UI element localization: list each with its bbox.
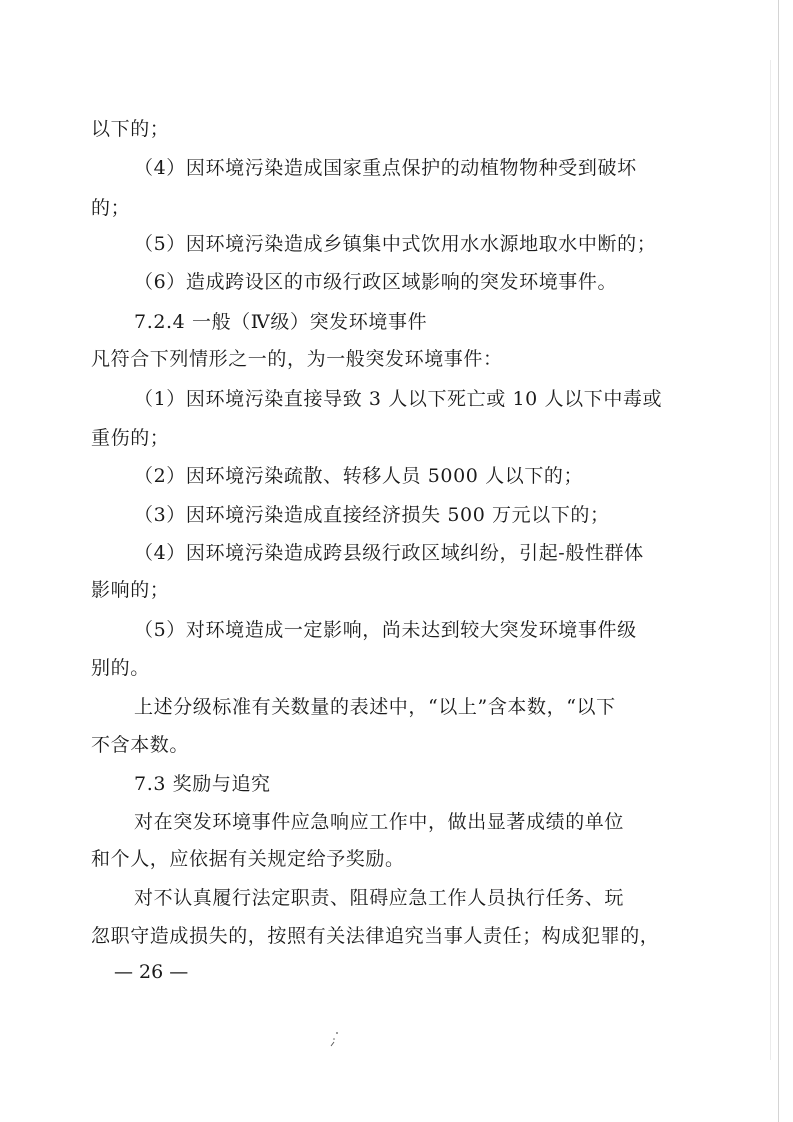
scan-edge-line-faint [770, 60, 771, 1060]
text-line-17: 不含本数。 [91, 734, 190, 756]
text-line-8: （1）因环境污染直接导致 3 人以下死亡或 10 人以下中毒或 [134, 388, 663, 410]
section-heading-7-2-4: 7.2.4 一般（Ⅳ级）突发环境事件 [134, 311, 428, 333]
text-line-13: 影响的； [91, 579, 170, 601]
text-line-1: 以下的； [91, 118, 170, 140]
text-line-10: （2）因环境污染疏散、转移人员 5000 人以下的； [134, 465, 584, 487]
text-line-15: 别的。 [91, 657, 150, 679]
scan-speck-mark [328, 1030, 342, 1048]
text-line-11: （3）因环境污染造成直接经济损失 500 万元以下的； [134, 504, 610, 526]
text-line-5: （6）造成跨设区的市级行政区域影响的突发环境事件。 [134, 271, 618, 293]
text-line-4: （5）因环境污染造成乡镇集中式饮用水水源地取水中断的； [134, 233, 657, 255]
text-line-3: 的； [91, 197, 131, 219]
page-number: — 26 — [114, 961, 189, 983]
section-heading-7-3: 7.3 奖励与追究 [134, 773, 271, 795]
text-line-22: 忽职守造成损失的，按照有关法律追究当事人责任；构成犯罪的， [91, 925, 660, 947]
text-line-2: （4）因环境污染造成国家重点保护的动植物物种受到破坏 [134, 157, 637, 179]
text-line-12: （4）因环境污染造成跨县级行政区域纠纷，引起-般性群体 [134, 542, 644, 564]
text-line-21: 对不认真履行法定职责、阻碍应急工作人员执行任务、玩 [134, 887, 625, 909]
text-line-7: 凡符合下列情形之一的，为一般突发环境事件： [91, 348, 503, 370]
text-line-20: 和个人，应依据有关规定给予奖励。 [91, 848, 405, 870]
scan-edge-line [778, 0, 779, 1122]
text-line-14: （5）对环境造成一定影响，尚未达到较大突发环境事件级 [134, 619, 637, 641]
text-line-16: 上述分级标准有关数量的表述中，“以上”含本数，“以下 [134, 696, 616, 718]
text-line-9: 重伤的； [91, 427, 170, 449]
text-line-19: 对在突发环境事件应急响应工作中，做出显著成绩的单位 [134, 811, 625, 833]
